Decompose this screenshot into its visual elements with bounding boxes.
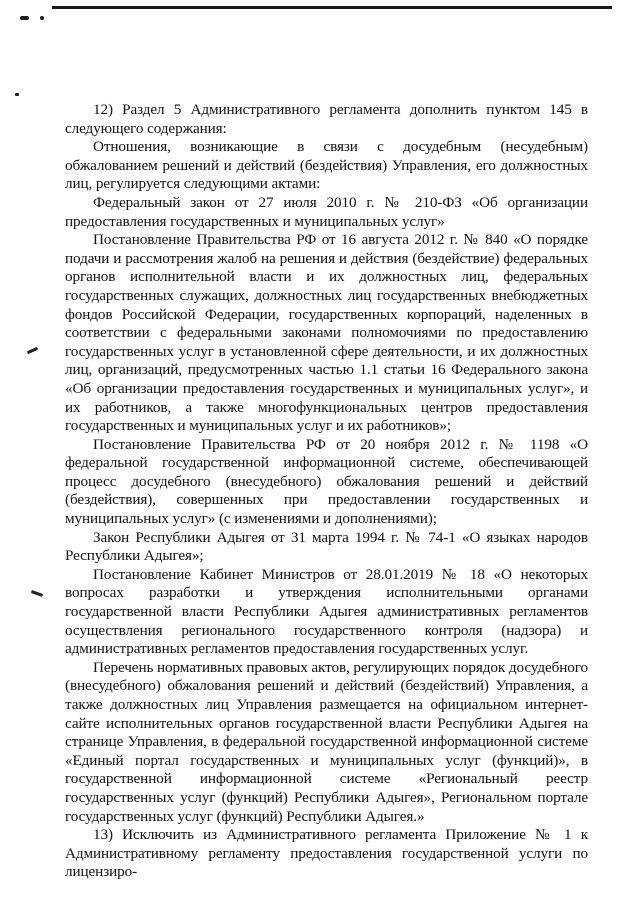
paragraph: Постановление Кабинет Министров от 28.01.2019 № 18 «О некоторых вопросах разработки и утверждения исполнительными органами государственной власти Республики Адыгея административных регламентов осуществления регионального государственного контроля (надзора) и административных регламентов предоставления государственных услуг. [65, 565, 588, 658]
scan-mark [40, 16, 44, 20]
paragraph: Постановление Правительства РФ от 16 августа 2012 г. № 840 «О порядке подачи и рассмотрения жалоб на решения и действия (бездействие) федеральных органов исполнительной власти и их должностных лиц, федеральных государственных служащих, должностных лиц государственных внебюджетных фондов Российской Федерации, государственных корпораций, наделенных в соответствии с федеральными законами полномочиями по предоставлению государственных услуг в установленной сфере деятельности, и их должностных лиц, организаций, предусмотренных частью 1.1 статьи 16 Федерального закона «Об организации предоставления государственных и муниципальных услуг», и их работников, а также многофункциональных центров предоставления государственных и муниципальных услуг и их работников»; [65, 231, 588, 435]
paragraph: 13) Исключить из Административного регламента Приложение № 1 к Административному регламенту предоставления государственной услуги по лицензиро- [65, 826, 588, 881]
paragraph: Перечень нормативных правовых актов, регулирующих порядок досудебного (внесудебного) обжалования решений и действий (бездействий) Управления, а также должностных лиц Управления размещается на официальном интернет-сайте исполнительных органов государственной власти Республики Адыгея на странице Управления, в федеральной государственной информационной системе «Единый портал государственных и муниципальных услуг (функций)», в государственной информационной системе «Региональный реестр государственных услуг (функций) Республики Адыгея», Региональном портале государственных услуг (функций) Республики Адыгея.» [65, 658, 588, 825]
scan-mark [20, 16, 29, 20]
scan-mark [27, 347, 38, 354]
paragraph: Постановление Правительства РФ от 20 ноября 2012 г. № 1198 «О федеральной государственной информационной системе, обеспечивающей процесс досудебного (внесудебного) обжалования решений и действий (бездействия), совершенных при предоставлении государственных и муниципальных услуг» (с изменениями и дополнениями); [65, 435, 588, 528]
scan-mark [31, 590, 43, 597]
paragraph: Федеральный закон от 27 июля 2010 г. № 210-ФЗ «Об организации предоставления государственных и муниципальных услуг» [65, 193, 588, 230]
scan-mark [15, 93, 19, 96]
top-rule [52, 6, 612, 9]
paragraph: Отношения, возникающие в связи с досудебным (несудебным) обжалованием решений и действий (бездействия) Управления, его должностных лиц, регулируется следующими актами: [65, 138, 588, 193]
paragraph: Закон Республики Адыгея от 31 марта 1994 г. № 74-1 «О языках народов Республики Адыгея»; [65, 528, 588, 565]
paragraph: 12) Раздел 5 Административного регламента дополнить пунктом 145 в следующего содержания: [65, 101, 588, 137]
document-body [65, 101, 588, 882]
